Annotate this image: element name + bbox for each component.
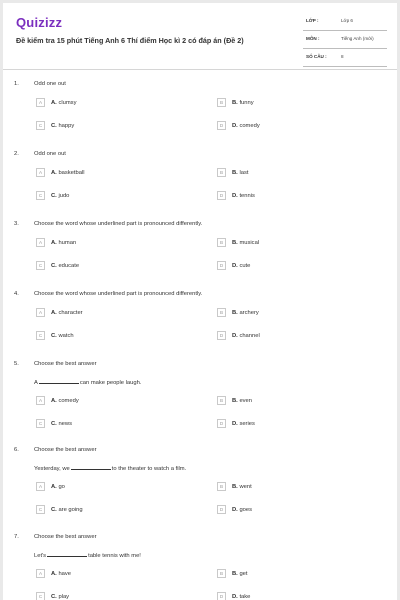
option-prefix: A. [51, 309, 57, 316]
option-text [51, 333, 74, 339]
question-number: 4. [14, 291, 19, 297]
option-text [51, 240, 76, 246]
option-prefix: D. [232, 332, 238, 339]
option-text [51, 571, 71, 577]
option-text [51, 123, 74, 129]
option-text [232, 398, 252, 404]
question-stem [34, 378, 141, 386]
option-letter-box: B [217, 396, 226, 405]
stem-before: Let's [34, 553, 47, 559]
option-letter-box: C [36, 331, 45, 340]
option-text [51, 398, 79, 404]
option-letter-box: D [217, 505, 226, 514]
question-number: 5. [14, 361, 19, 367]
option-letter-box: D [217, 191, 226, 200]
option-value: last [239, 169, 249, 176]
question-text: Odd one out [34, 81, 66, 87]
option-text [232, 123, 260, 129]
question-number: 3. [14, 221, 19, 227]
option-text [51, 193, 69, 199]
option-prefix: C. [51, 506, 57, 513]
option-value: funny [239, 99, 254, 106]
meta-table [303, 13, 387, 67]
question-text: Choose the best answer [34, 447, 97, 453]
option-text [51, 263, 79, 269]
option-value: news [58, 420, 72, 427]
option-prefix: C. [51, 332, 57, 339]
option-prefix: C. [51, 192, 57, 199]
question-stem [34, 464, 186, 472]
stem-after: to the theater to watch a film. [111, 466, 187, 472]
option-value: play [58, 593, 70, 600]
option-letter-box: D [217, 331, 226, 340]
option-text [232, 594, 250, 600]
option-letter-box: D [217, 419, 226, 428]
quizizz-logo: Quizizz [16, 15, 63, 30]
option-text [232, 240, 259, 246]
option-prefix: D. [232, 262, 238, 269]
option-value: went [239, 483, 252, 490]
option-text [232, 333, 260, 339]
option-letter-box: B [217, 308, 226, 317]
option-value: even [239, 397, 253, 404]
meta-row-class [303, 13, 387, 31]
option-prefix: B. [232, 169, 238, 176]
option-prefix: A. [51, 99, 57, 106]
stem-after: can make people laugh. [79, 380, 142, 386]
question-stem [34, 551, 141, 559]
option-letter-box: C [36, 505, 45, 514]
option-letter-box: C [36, 121, 45, 130]
option-text [51, 100, 76, 106]
option-value: cute [239, 262, 251, 269]
option-prefix: C. [51, 122, 57, 129]
option-text [232, 170, 248, 176]
option-prefix: D. [232, 420, 238, 427]
option-value: educate [58, 262, 80, 269]
option-letter-box: A [36, 308, 45, 317]
meta-label: SỐ CÂU : [306, 54, 327, 59]
option-text [232, 310, 259, 316]
option-letter-box: C [36, 419, 45, 428]
option-letter-box: A [36, 569, 45, 578]
meta-row-subject [303, 31, 387, 49]
option-text [232, 571, 248, 577]
option-text [51, 310, 83, 316]
option-letter-box: B [217, 482, 226, 491]
question-text: Choose the word whose underlined part is pronounced differently. [34, 291, 203, 297]
option-value: comedy [58, 397, 79, 404]
option-text [51, 484, 65, 490]
option-value: channel [239, 332, 260, 339]
option-text [51, 594, 69, 600]
meta-value: 8 [341, 54, 344, 59]
option-value: series [239, 420, 255, 427]
option-value: archery [239, 309, 259, 316]
option-letter-box: C [36, 191, 45, 200]
stem-before: A [34, 380, 38, 386]
option-letter-box: D [217, 592, 226, 600]
option-prefix: D. [232, 122, 238, 129]
option-value: character [58, 309, 83, 316]
meta-label: MÔN : [306, 36, 320, 41]
answer-blank [39, 378, 79, 384]
question-text: Choose the word whose underlined part is pronounced differently. [34, 221, 203, 227]
option-value: basketball [58, 169, 85, 176]
question-text: Choose the best answer [34, 534, 97, 540]
option-prefix: D. [232, 506, 238, 513]
answer-blank [47, 551, 87, 557]
option-text [232, 193, 255, 199]
option-prefix: C. [51, 262, 57, 269]
option-letter-box: C [36, 261, 45, 270]
option-text [51, 507, 83, 513]
option-prefix: A. [51, 570, 57, 577]
option-prefix: B. [232, 570, 238, 577]
option-value: watch [58, 332, 74, 339]
header-divider [3, 69, 397, 70]
option-prefix: B. [232, 309, 238, 316]
answer-blank [71, 464, 111, 470]
question-text: Choose the best answer [34, 361, 97, 367]
meta-row-count [303, 49, 387, 67]
option-prefix: A. [51, 397, 57, 404]
option-text [51, 421, 72, 427]
option-prefix: C. [51, 420, 57, 427]
option-text [232, 100, 254, 106]
page-title: Đề kiểm tra 15 phút Tiếng Anh 6 Thí điểm Học kì 2 có đáp án (Đề 2) [16, 36, 244, 45]
option-prefix: D. [232, 192, 238, 199]
option-letter-box: A [36, 168, 45, 177]
option-letter-box: D [217, 261, 226, 270]
option-text [232, 507, 252, 513]
option-value: tennis [239, 192, 255, 199]
option-value: comedy [239, 122, 260, 129]
question-number: 2. [14, 151, 19, 157]
option-prefix: C. [51, 593, 57, 600]
option-value: clumsy [58, 99, 77, 106]
option-letter-box: C [36, 592, 45, 600]
meta-value: Lớp 6 [341, 18, 353, 23]
option-value: take [239, 593, 251, 600]
option-value: happy [58, 122, 75, 129]
question-number: 7. [14, 534, 19, 540]
question-number: 6. [14, 447, 19, 453]
option-prefix: A. [51, 483, 57, 490]
option-value: get [239, 570, 248, 577]
option-text [51, 170, 85, 176]
worksheet-header [3, 3, 397, 69]
worksheet-page [3, 3, 397, 600]
option-prefix: B. [232, 397, 238, 404]
option-text [232, 263, 250, 269]
option-letter-box: A [36, 396, 45, 405]
stem-after: table tennis with me! [88, 553, 141, 559]
option-letter-box: B [217, 569, 226, 578]
option-letter-box: A [36, 98, 45, 107]
option-letter-box: D [217, 121, 226, 130]
question-number: 1. [14, 81, 19, 87]
option-letter-box: B [217, 238, 226, 247]
option-prefix: B. [232, 239, 238, 246]
option-prefix: B. [232, 483, 238, 490]
option-value: judo [58, 192, 70, 199]
option-letter-box: A [36, 482, 45, 491]
option-letter-box: B [217, 98, 226, 107]
option-text [232, 421, 255, 427]
option-value: have [58, 570, 72, 577]
option-value: human [58, 239, 77, 246]
option-letter-box: B [217, 168, 226, 177]
option-value: goes [239, 506, 253, 513]
question-text: Odd one out [34, 151, 66, 157]
option-prefix: D. [232, 593, 238, 600]
option-text [232, 484, 252, 490]
option-prefix: A. [51, 169, 57, 176]
option-prefix: B. [232, 99, 238, 106]
meta-label: LỚP : [306, 18, 319, 23]
option-prefix: A. [51, 239, 57, 246]
option-value: musical [239, 239, 260, 246]
option-value: go [58, 483, 65, 490]
option-value: are going [58, 506, 83, 513]
stem-before: Yesterday, we [34, 466, 70, 472]
meta-value: Tiếng Anh (mới) [341, 36, 374, 41]
option-letter-box: A [36, 238, 45, 247]
